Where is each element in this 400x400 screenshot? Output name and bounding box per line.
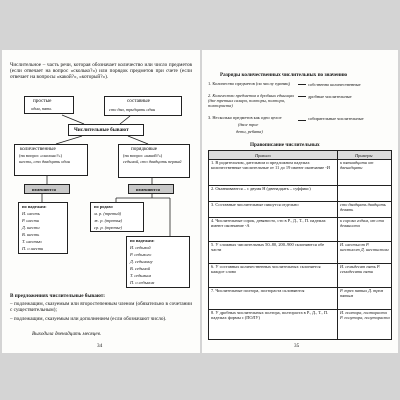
prostye-title: простые	[33, 98, 52, 104]
pred-line-2: – подлежащим, сказуемым или дополнением (если обозначают число).	[10, 316, 167, 322]
razryad-kind-3: собирательные числительные	[308, 116, 364, 121]
rule-row	[209, 159, 391, 186]
rule-text: 8. У дробных числительных полтора, полтораста в Р., Д., Т., П. падежах формы с (ПОЛУ)	[211, 310, 329, 321]
pad2-row: Т. седьмым	[130, 273, 151, 278]
por-question: (на вопрос «какой?»)	[123, 153, 163, 158]
rule-example: к пятнадцати от двенадцати	[340, 160, 374, 171]
por-example: седьмой, сто двадцать первый	[123, 159, 182, 164]
razryad-ex-3a: (двое трое	[238, 122, 259, 127]
center-title: Числительные бывают	[74, 127, 129, 133]
rule-text: 6. У составных количественных числительных склоняется каждое слово	[211, 264, 321, 275]
sostavnye-example: сто два, тридцать один	[109, 107, 156, 112]
izm-label-2: изменяются	[136, 187, 160, 192]
razryad-item-1: 1. Количество предметов (по числу единиц)	[208, 81, 290, 86]
page-number-right: 35	[294, 343, 300, 349]
pred-title: В предложениях числительные бывают:	[10, 293, 106, 299]
rule-row	[209, 263, 391, 288]
razryad-item-3: 3. Несколько предметов как одно целое	[208, 115, 282, 120]
pad-row: Р. шести	[22, 218, 39, 223]
rule-example: сто двадцать двадцать девять	[340, 202, 386, 213]
pad2-row: Р. седьмого	[130, 252, 152, 257]
kol-question: (на вопрос «сколько?»)	[19, 153, 63, 158]
arrow-2	[298, 96, 306, 97]
rule-text: 3. Составные числительные пишутся отдельно	[211, 202, 299, 207]
pad-row: В. шесть	[22, 232, 40, 237]
rule-row	[209, 287, 391, 310]
rule-row	[209, 241, 391, 264]
razryad-kind-1: собственно количественные	[308, 82, 361, 87]
rule-row	[209, 185, 391, 202]
pad-row: Т. шестью	[22, 239, 42, 244]
pad-row: И. шесть	[22, 211, 40, 216]
pad-row: П. о шести	[22, 246, 44, 251]
footer-example: Выходила двенадцать месяцев.	[32, 331, 102, 337]
rule-text: 1. В родительном, дательном и предложном падежах количественные числительные от 11 до 19 имеют окончание -И	[211, 160, 330, 171]
rule-example: к сорока годам, от ста девяноста	[340, 218, 384, 229]
izm-label-1: изменяются	[32, 187, 56, 192]
sostavnye-title: составные	[127, 98, 150, 104]
kol-title: количественные	[20, 146, 56, 152]
rule-row	[209, 309, 391, 339]
rule-text: 2. Оканчиваются – с двумя Н (двенадцать – суффикс)	[211, 186, 311, 191]
razryady-title: Разряды количественных числительных по значению	[220, 72, 348, 78]
rule-example: И. полтора, полтораста Р. полутора, полутораста	[340, 310, 390, 321]
rule-example: Р. трех пятых Д. трем пятым	[340, 288, 384, 299]
rules-title: Правописание числительных	[250, 142, 320, 148]
left-page	[2, 50, 200, 353]
prostye-example: один, пять	[31, 106, 52, 111]
rule-row	[209, 201, 391, 218]
rod-title: по родам:	[94, 204, 114, 209]
arrow-1	[298, 84, 306, 85]
razryad-item-2: 2. Количество предметов в дробных единицах (две третьих сахара, полторы, полтора, полтораста)	[208, 93, 295, 109]
kol-example: шесть, сто двадцать один	[19, 159, 70, 164]
por-title: порядковые	[131, 146, 158, 152]
rule-text: 5. У сложных числительных 50–80, 200–900 склоняются обе части	[211, 242, 325, 253]
rule-example: И. шестьсот Р. шестисот Д. шестистам	[340, 242, 389, 253]
rule-text: 4. Числительные сорок, девяносто, сто в Р., Д., Т., П. падежах имеют окончание -А	[211, 218, 326, 229]
pred-line-1: – подлежащим, сказуемым или второстепенным членом (обязательно в сочетании с существительным);	[10, 301, 192, 314]
right-page	[202, 50, 398, 353]
razryad-kind-2: дробные числительные	[308, 94, 352, 99]
pad2-row: П. о седьмом	[130, 280, 155, 285]
rules-head-rule: Правило	[255, 152, 271, 158]
intro-definition: Числительное – часть речи, которая обозначает количество или число предметов (если отвечает на вопрос «сколько?») или порядок предметов при счете (если отвечает на вопросы «какой?», «который?»).	[10, 62, 192, 81]
rod-row: ср. р. (третье)	[94, 225, 123, 230]
pad-title: по падежам:	[22, 204, 47, 209]
rule-text: 7. Числительные полтора, полтораста склоняются	[211, 288, 305, 293]
pad2-row: И. седьмой	[130, 245, 151, 250]
pad-row: Д. шести	[22, 225, 40, 230]
razryad-ex-3b: дети, ребята)	[236, 129, 263, 134]
rules-table	[208, 150, 392, 340]
pad2-row: Д. седьмому	[130, 259, 153, 264]
rod-row: ж. р. (третья)	[94, 218, 123, 223]
page-number-left: 34	[97, 343, 103, 349]
pad2-title: по падежам:	[130, 238, 155, 243]
rules-head-examples: Примеры	[355, 152, 373, 158]
rule-row	[209, 217, 391, 242]
arrow-3	[298, 120, 306, 121]
rule-example: И. семьдесят пять Р. семидесяти пяти	[340, 264, 381, 275]
pad2-row: В. седьмой	[130, 266, 151, 271]
rod-row: м. р. (третий)	[94, 211, 122, 216]
